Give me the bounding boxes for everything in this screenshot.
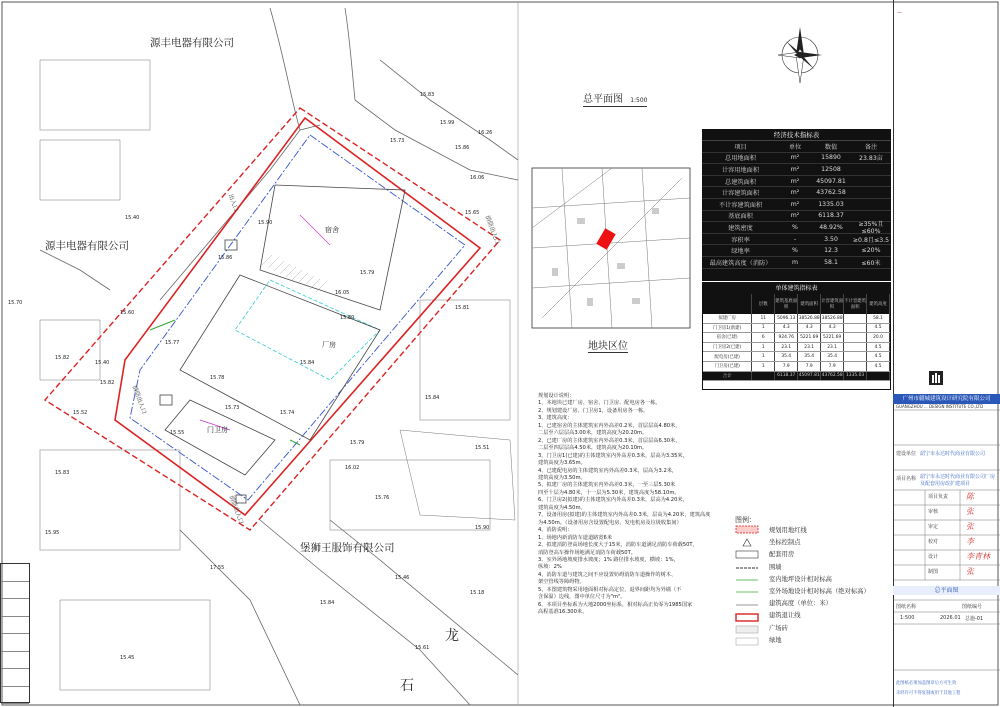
td: -: [793, 235, 797, 243]
td: [844, 314, 867, 323]
note-line: 6、本项目坐标系为大地2000坐标系，相对标高正负零为1985国家: [538, 601, 693, 608]
gatehouse2-outline: [160, 395, 172, 405]
td: [867, 372, 890, 381]
elevation-label: 15.80: [340, 315, 355, 321]
project-label: 项目名称: [896, 476, 917, 482]
td: 4.3: [798, 324, 821, 333]
elevation-label: 15.78: [210, 375, 225, 381]
legend-title: 图例：: [735, 516, 756, 524]
td: m²: [790, 154, 800, 162]
drawing-label: 图纸名称: [896, 604, 917, 610]
td: [844, 352, 867, 361]
elevation-label: 15.84: [425, 395, 440, 401]
location-map: [532, 168, 690, 328]
tech-table-row: [702, 257, 891, 269]
buildings: [160, 185, 405, 503]
note-line: 建筑高度为3.50m。: [538, 474, 586, 481]
note-line: 2、拟建消防登高场地长度大于15米，消防车道满足消防车荷载50T，: [538, 542, 698, 549]
bldg-table-row: [703, 372, 890, 382]
td: 绿地率: [731, 248, 750, 256]
note-line: 二层至四层层高4.50米，建筑高度为20.10m。: [538, 445, 648, 452]
td: 23.1: [798, 343, 821, 352]
td: 7.9: [798, 362, 821, 371]
tech-table-row: [702, 245, 891, 257]
client-label: 建设单位: [896, 451, 917, 457]
tb-role-label: 校对: [928, 539, 939, 545]
td: 计容建筑面积: [721, 190, 760, 198]
note-line: 消防登高车操作场地满足消防车荷载50T。: [538, 549, 636, 556]
note-line: 四至十层为4.80米，十一层为5.30米，建筑高度为58.10m。: [538, 489, 680, 496]
note-line: 1、场地内新消防车道道路宽6米: [538, 534, 613, 541]
tb-signature: 张: [966, 522, 974, 531]
entrance-label: 出入口: [226, 193, 240, 213]
elevation-label: 15.40: [125, 215, 140, 221]
company-name: 广州市疆城建筑设计研究院有限公司: [893, 394, 1000, 404]
bldg-table-row: [703, 314, 890, 324]
elevation-label: 16.06: [470, 175, 485, 181]
tech-table-row: [702, 187, 891, 199]
td: 43762.58: [821, 373, 843, 379]
plan-title: [583, 90, 647, 107]
elevation-label: 15.73: [225, 405, 240, 411]
footer-note-2: 未经许可不得复制或用于其他工程: [896, 691, 961, 696]
note-line: 3、室外场地坡度排水坡度；1% 路径排水坡度，横坡：1%，: [538, 556, 679, 563]
th: 计容建筑面积: [821, 294, 844, 314]
elevation-label: 15.61: [415, 645, 430, 651]
bldg-table-title: 单体建筑指标表: [703, 283, 890, 294]
td: 6118.37: [775, 372, 798, 381]
elevation-label: 15.84: [300, 360, 315, 366]
roads: [40, 8, 518, 705]
elevation-label: 15.51: [475, 445, 490, 451]
title-block: [893, 0, 1000, 707]
td: 1: [752, 352, 775, 361]
td: 15890: [821, 154, 841, 162]
building-label-factory: 厂房: [322, 341, 336, 349]
td: 1335.03: [818, 200, 844, 208]
tech-table-header: [702, 141, 891, 153]
td: 38526.88: [821, 315, 843, 321]
td: 6: [752, 333, 775, 342]
tech-table-row: [702, 176, 891, 188]
td: %: [792, 247, 798, 255]
tech-table-row: [702, 222, 891, 234]
td: 不计容建筑面积: [718, 201, 763, 209]
td: m²: [790, 177, 800, 185]
note-line: 4、已建配电房的主体建筑室内外高差0.3米，层高为3.2米，: [538, 467, 678, 474]
note-line: 含保温）边线，图中单位尺寸为"m"。: [538, 594, 626, 601]
building-label-gatehouse: 门卫房: [207, 426, 228, 434]
elevation-label: 15.60: [120, 310, 135, 316]
note-line: 5、拟建厂房的主体建筑室内外高差0.3米，一至三层5.30米: [538, 482, 676, 489]
elevation-label: 15.83: [55, 470, 70, 476]
td: 11: [752, 314, 775, 323]
elevation-label: 15.90: [475, 525, 490, 531]
road-letter: 石: [400, 678, 414, 694]
tech-table-row: [702, 153, 891, 165]
td: [752, 372, 775, 381]
td: 计容用地面积: [721, 166, 760, 174]
tb-date: 2026.01: [940, 615, 961, 621]
elevation-label: 15.55: [170, 430, 185, 436]
legend-item: 建筑退让线: [769, 612, 801, 620]
note-line: 3、门卫房1(已建)的主体建筑室内外高差0.3米，层高为3.35米，: [538, 452, 688, 459]
building-label-dormitory: 宿舍: [325, 226, 339, 234]
td: 48.92%: [819, 223, 843, 231]
bldg-table-row: [703, 343, 890, 353]
td: 45097.81: [816, 177, 846, 185]
elevation-label: 15.99: [440, 120, 455, 126]
td: 35.4: [798, 352, 821, 361]
legend-item: 坐标控制点: [769, 539, 801, 547]
elevation-label: 15.18: [470, 590, 485, 596]
legend-symbols: [736, 526, 758, 645]
company-name-en: GUANGZHOU ... DESIGN INSTITUTE CO.,LTD: [896, 404, 984, 409]
tb-signature: 张: [966, 567, 974, 576]
td: 58.1: [867, 314, 890, 323]
note-line: 建筑高度为3.65m。: [538, 460, 586, 467]
td: 23.1: [821, 343, 844, 352]
td: 23.1: [775, 343, 798, 352]
note-line: 7、设备用房(拟建)的主体建筑室内外高差0.3米，层高为4.20米，建筑高度: [538, 512, 711, 519]
note-line: 5、本图建筑物采用地面相对标高定位，退界间距均为外墙（不: [538, 586, 682, 593]
legend-item: 室内地坪设计相对标高: [769, 575, 832, 583]
tb-role-label: 审定: [928, 524, 939, 530]
plan-title-text: 总平面图: [583, 94, 623, 105]
td: 7.9: [821, 362, 844, 371]
td: m²: [790, 189, 800, 197]
elevation-label: 15.81: [455, 305, 470, 311]
td: 43762.58: [816, 189, 846, 197]
elevation-label: 15.65: [465, 210, 480, 216]
drawing-no-label: 图纸编号: [962, 604, 983, 610]
td: [844, 324, 867, 333]
elevation-label: 16.26: [478, 130, 493, 136]
tb-signature: 李: [966, 537, 974, 546]
footer-note-1: 此图纸必须加盖图章后方可生效: [896, 681, 957, 686]
td: m²: [790, 200, 800, 208]
td: 5221.69: [821, 333, 844, 342]
td: 1: [752, 362, 775, 371]
td: 12.3: [824, 247, 838, 255]
elevation-label: 15.79: [360, 270, 375, 276]
th: 备注: [864, 143, 878, 151]
elevation-label: 15.52: [73, 410, 88, 416]
td: m: [791, 258, 799, 266]
td: m²: [790, 165, 800, 173]
td: 总用地面积: [725, 155, 756, 163]
td: 总建筑面积: [725, 178, 756, 186]
note-line: 建筑高度为4.50m。: [538, 504, 586, 511]
elevation-label: 16.02: [345, 465, 360, 471]
elevation-label: 15.95: [45, 530, 60, 536]
legend-item: 围墙: [769, 563, 782, 571]
elevation-label: 17.55: [210, 565, 225, 571]
magenta-lines: [200, 215, 330, 430]
neighbor-south: 堡狮王服饰有限公司: [300, 542, 395, 554]
td: ≤20%: [861, 247, 881, 255]
legend-item: 建筑高度（单位：米）: [769, 600, 832, 608]
td: 合计: [703, 372, 752, 381]
td: 58.1: [824, 258, 838, 266]
legend-item: 室外场地设计相对标高（绝对标高）: [769, 588, 870, 595]
plan-scale: 1:500: [630, 97, 648, 104]
td: 最高建筑高度（消防）: [709, 259, 772, 267]
bldg-table-row: [703, 333, 890, 343]
tb-signature: 张: [966, 507, 974, 516]
project-name: 韶宁市永达时代商业有限公司厂房及配套用房改扩建项目: [920, 474, 996, 487]
tech-table-row: [702, 234, 891, 246]
th: 不计容建筑面积: [844, 294, 867, 314]
north-arrow-icon: [778, 27, 822, 83]
td: 4.5: [867, 362, 890, 371]
td: 3.50: [824, 235, 838, 243]
td: [844, 333, 867, 342]
td: 45097.81: [798, 373, 820, 379]
td: 4.5: [867, 324, 890, 333]
note-line: 二层至六层层高3.00米，建筑高度为20.20m。: [538, 430, 648, 437]
title-block-stamp-note: —: [897, 10, 902, 16]
td: 4.3: [775, 324, 798, 333]
elevation-label: 15.82: [55, 355, 70, 361]
td: 1335.03: [844, 372, 867, 381]
td: 基底面积: [728, 213, 753, 221]
legend-item: 规划用地红线: [769, 527, 807, 534]
existing-factory-outline: [165, 400, 275, 475]
tb-signature: 李青林: [966, 552, 990, 561]
left-revision-strip: [0, 563, 30, 703]
setback-line: [115, 118, 480, 515]
design-notes: [538, 393, 711, 617]
planning-red-line: [45, 108, 500, 530]
tb-scale: 1:500: [900, 615, 915, 621]
td: 1: [752, 324, 775, 333]
th: 建筑面积: [798, 294, 821, 314]
legend-item: 配套用房: [769, 551, 795, 559]
th: 单位: [788, 143, 802, 151]
elevation-label: 15.86: [455, 145, 470, 151]
tb-role-label: 项目负责: [928, 494, 949, 500]
note-line: 4、消防车道与建筑之间不应设置妨碍消防车道操作的树木、: [538, 571, 677, 578]
entrance-label: 消防出入口: [130, 384, 148, 416]
road-letter: 龙: [445, 628, 459, 644]
elevation-label: 15.90: [258, 220, 273, 226]
td: 拟建厂房: [703, 314, 752, 323]
note-line: 4、消防说明：: [538, 527, 573, 534]
tech-table-row: [702, 199, 891, 211]
td: 7.9: [775, 362, 798, 371]
td: %: [792, 223, 798, 231]
td: 6118.37: [818, 212, 844, 220]
td: 建筑密度: [728, 224, 753, 232]
td: 12508: [821, 165, 841, 173]
td: ≤60米: [861, 259, 881, 267]
td: 23.83亩: [859, 155, 883, 163]
td: 宿舍(已建): [703, 333, 752, 342]
elevation-label: 15.76: [375, 495, 390, 501]
th: 建筑基底面积: [775, 294, 798, 314]
elevation-label: 15.86: [218, 255, 233, 261]
entrance-label: 消防出入口: [227, 494, 245, 526]
td: 4.5: [867, 352, 890, 361]
drawing-name: 总平面图: [893, 586, 1000, 595]
td: 20.0: [867, 333, 890, 342]
elevation-label: 15.84: [320, 600, 335, 606]
th: 数值: [824, 143, 838, 151]
legend-item: 广场砖: [769, 624, 788, 632]
client-name: 韶宁市永达时代商业有限公司: [920, 451, 986, 457]
td: 4.5: [867, 343, 890, 352]
td: 门卫房2(已建): [703, 343, 752, 352]
th: 项目: [734, 143, 747, 151]
note-line: 1、已建宿舍的主体建筑室内外高差0.2米，首层层高4.80米，: [538, 422, 681, 429]
td: 35.4: [775, 352, 798, 361]
bldg-table-row: [703, 362, 890, 372]
th: [703, 294, 752, 314]
note-line: 1、本地块已建厂房、宿舍、门卫房、配电房各一栋。: [538, 400, 661, 407]
elevation-label: 15.74: [280, 410, 295, 416]
tb-role-label: 制图: [928, 569, 939, 575]
technical-indicators-table: [702, 129, 891, 281]
elevation-label: 15.40: [95, 360, 110, 366]
tb-role-label: 设计: [928, 554, 939, 560]
elevation-label: 15.79: [350, 440, 365, 446]
td: m²: [790, 212, 800, 220]
td: 5096.13: [775, 314, 798, 323]
bldg-table-row: [703, 324, 890, 334]
legend-item: 绿地: [769, 636, 782, 644]
elevation-label: 15.82: [100, 380, 115, 386]
td: ≥35%且≤60%: [858, 221, 884, 236]
note-line: 2、规划建设厂房、门卫房1，设备用房各一栋。: [538, 407, 649, 414]
td: 35.4: [821, 352, 844, 361]
td: 5221.69: [798, 333, 821, 342]
bldg-table-header: [703, 294, 890, 314]
td: [844, 362, 867, 371]
elevation-label: 15.77: [165, 340, 180, 346]
note-line: 高程基准16.300米。: [538, 609, 588, 616]
th: 建筑高度: [867, 294, 890, 314]
tech-table-title: 经济技术指标表: [702, 129, 891, 141]
tb-role-label: 审核: [928, 509, 939, 515]
building-indicators-table: [702, 282, 891, 390]
drawing-no: 总施-01: [965, 616, 984, 622]
td: 容积率: [731, 236, 750, 244]
note-line: 2、已建厂房的主体建筑室内外高差0.3米，首层层高6.30米，: [538, 437, 681, 444]
tb-signature: 陈: [966, 492, 974, 501]
bldg-table-row: [703, 352, 890, 362]
elevation-label: 15.70: [8, 300, 23, 306]
td: [844, 343, 867, 352]
tech-table-row: [702, 164, 891, 176]
fire-lane: [130, 135, 465, 500]
th: 层数: [752, 294, 775, 314]
note-line: 3、建筑高度：: [538, 415, 573, 422]
neighbor-north: 源丰电器有限公司: [150, 37, 234, 49]
note-line: 纵坡：2%: [538, 564, 562, 571]
td: 1: [752, 343, 775, 352]
elevation-label: 15.45: [120, 655, 135, 661]
gatehouse-outline: [225, 240, 237, 250]
elevation-label: 15.46: [395, 575, 410, 581]
note-line: 6、门卫房2(拟建)的主体建筑室内外高差0.3米，层高为4.20米，: [538, 497, 688, 504]
td: 门卫房1(新建): [703, 324, 752, 333]
neighbor-west: 源丰电器有限公司: [45, 240, 129, 252]
elevation-label: 15.83: [420, 92, 435, 98]
td: ≥0.8且≤3.5: [852, 236, 890, 244]
notes-title: 规划设计说明：: [538, 393, 575, 399]
entrance-label: 消防出入口: [483, 214, 501, 246]
note-line: 架空管线等障碍物。: [538, 579, 585, 586]
location-map-title: 地块区位: [588, 337, 628, 353]
td: 配电房(已建): [703, 352, 752, 361]
note-line: 为4.50m。（设备用房含设置配电房、发电机房及垃圾收集间）: [538, 519, 682, 526]
td: 4.3: [821, 324, 844, 333]
td: 38526.88: [798, 315, 820, 321]
elevation-label: 16.05: [335, 290, 350, 296]
elevation-label: 15.73: [390, 138, 405, 144]
td: 门卫房(已建): [703, 362, 752, 371]
td: 924.76: [775, 333, 798, 342]
